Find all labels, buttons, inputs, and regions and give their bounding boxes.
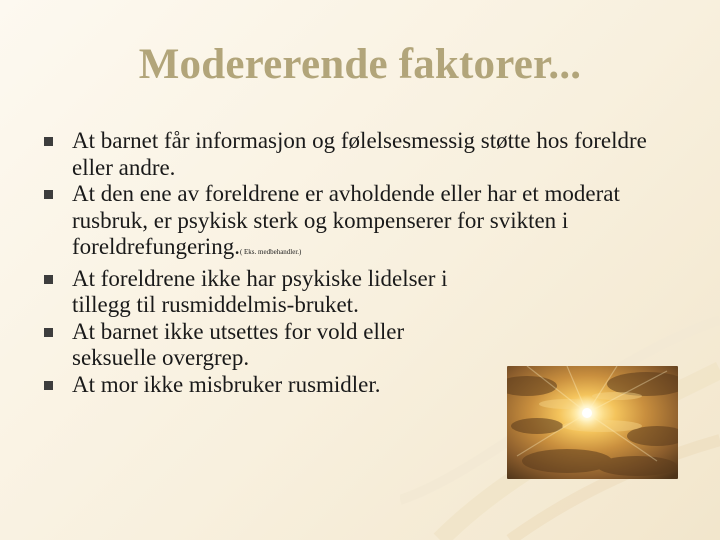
sunset-clouds-image: [507, 366, 678, 479]
bullet-reference-note: ( Eks. medbehandler.): [239, 248, 302, 256]
bullet-text: At barnet ikke utsettes for vold eller seksuelle overgrep.: [72, 318, 405, 370]
square-bullet-icon: [44, 137, 53, 146]
bullet-item: [44, 319, 684, 372]
bullet-text: At foreldrene ikke har psykiske lidelser i tillegg til rusmiddelmis-bruket.: [72, 265, 448, 317]
square-bullet-icon: [44, 275, 53, 284]
square-bullet-icon: [44, 328, 53, 337]
bullet-item: [44, 266, 684, 319]
bullet-text: At barnet får informasjon og følelsesmessig støtte hos foreldre eller andre.: [72, 128, 647, 180]
slide-title: Modererende faktorer...: [138, 41, 582, 88]
bullet-item: [44, 128, 684, 181]
bullet-list: [44, 128, 684, 398]
bullet-text: At den ene av foreldrene er avholdende eller har et moderat rusbruk, er psykisk sterk og kompenserer for svikten i foreldrefungering.: [72, 181, 620, 259]
square-bullet-icon: [44, 190, 53, 199]
square-bullet-icon: [44, 381, 53, 390]
bullet-text: At mor ikke misbruker rusmidler.: [72, 371, 381, 397]
bullet-item: [44, 181, 684, 266]
